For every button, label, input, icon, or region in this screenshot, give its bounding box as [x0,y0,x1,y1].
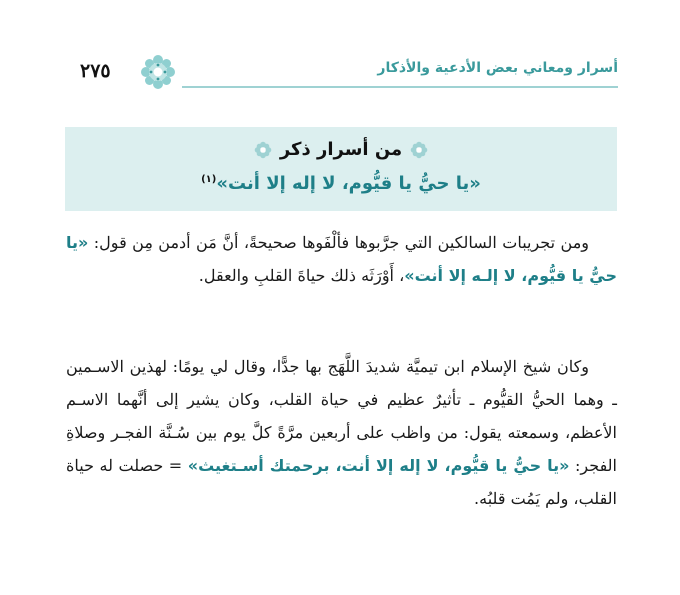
section-heading-subtitle [65,173,617,194]
dhikr-quote: «يا حيُّ يا قيُّوم، لا إله إلا أنت، برحمتك أسـتغيث» [187,456,570,475]
footnote-marker[interactable]: (١) [201,174,217,185]
section-heading-box [65,127,617,211]
flower-icon [254,141,272,159]
running-header-title: أسرار ومعاني بعض الأدعية والأذكار [377,60,618,76]
paragraph-1-before: ومن تجريبات السالكين التي جرَّبوها فألْفَوها صحيحةً، أنَّ مَن أدمن مِن قول: [88,233,589,252]
header-rule [182,86,618,88]
paragraph-1-after: ، أَوْرَثَه ذلك حياةَ القلبِ والعقل. [198,266,405,285]
paragraph-2 [66,350,617,515]
flower-icon [410,141,428,159]
paragraph-2-after: = حصلت له حياة القلب، ولم يَمُت قلبُه. [66,456,617,508]
paragraph-2-before: وكان شيخ الإسلام ابن تيميَّة شديدَ اللَّهَج بها جدًّا، وقال لي يومًا: لهذين الاسـمين ـ وهما الحيُّ القيُّوم ـ تأثيرٌ عظيم في حياة القلب، وكان يشير إلى أنَّهما الاسـم الأعظم، وسمعته يقول: من واظب على أربعين مرَّةً كلَّ يوم بين سُـنَّة الفجـر وصلاةِ الفجر: [66,357,618,475]
heading-subtitle-text: «يا حيُّ يا قيُّوم، لا إله إلا أنت» [216,173,481,194]
page-number: ٢٧٥ [80,60,111,82]
rosette-ornament-icon [138,52,178,92]
page-header [58,52,618,92]
section-heading-title [65,139,617,160]
paragraph-1 [66,226,617,292]
heading-title-text: من أسرار ذكر [279,139,403,160]
dhikr-quote: «يا حيُّ يا قيُّوم، لا إلـه إلا أنت» [66,233,617,285]
